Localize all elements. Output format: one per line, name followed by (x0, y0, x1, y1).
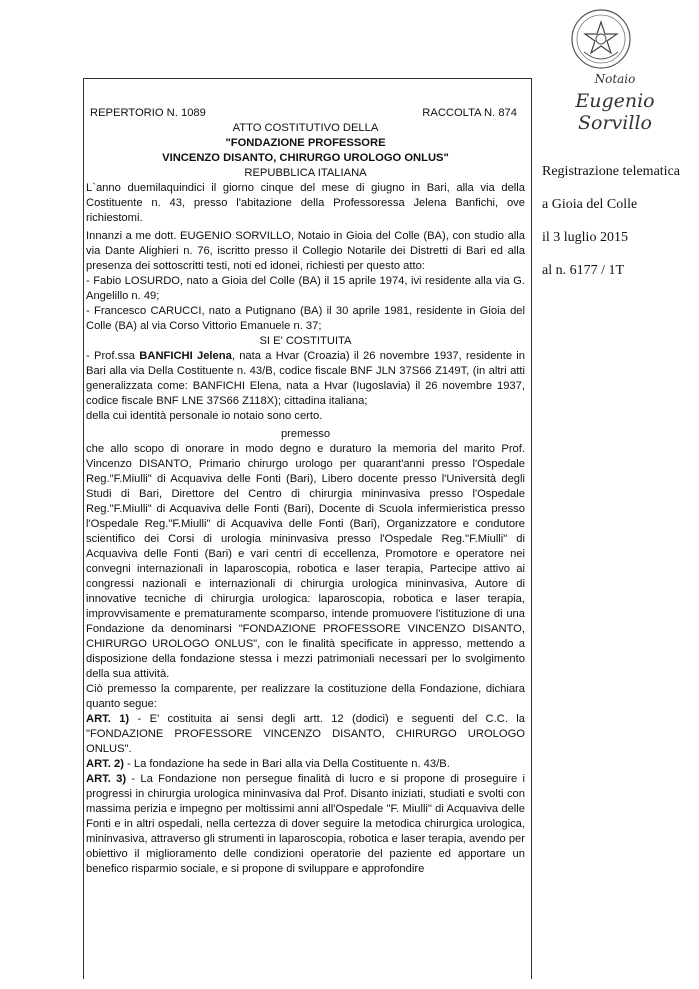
notary-signature (540, 72, 690, 134)
foundation-name-line2: VINCENZO DISANTO, CHIRURGO UROLOGO ONLUS" (162, 152, 449, 164)
section-heading-costituita: SI E' COSTITUITA (259, 335, 352, 347)
article-1-text: - E' costituita ai sensi degli artt. 12 (dodici) e seguenti del C.C. la "FONDAZIONE PROFESSORE VINCENZO DISANTO, CHIRURGO UROLOGO ONLUS". (86, 713, 525, 755)
paragraph-notary: Innanzi a me dott. EUGENIO SORVILLO, Notaio in Gioia del Colle (BA), con studio alla via Dante Alighieri n. 76, iscritto presso il Collegio Notarile dei Distretti di Bari ed alla presenza dei sottoscritti testi, noti ed idonei, richiesti per questo atto: (86, 230, 525, 272)
deed-title: ATTO COSTITUTIVO DELLA (232, 122, 379, 134)
article-1-label: ART. 1) (86, 713, 130, 725)
article-3-text: - La Fondazione non persegue finalità di lucro e si propone di proseguire i progressi in chirurgia urologica mininvasiva dal Prof. Disanto iniziati, studiati e svolti con massima perizia e impegno per moltissimi anni all'Ospedale "F. Miulli" di Acquaviva delle Fonti e in altri ospedali, nella certezza di dover seguire la metodica chirurgica urologica, mininvasiva, attraverso gli strumenti in laparoscopia, robotica e laser terapia, avendo per obiettivo il miglioramento delle condizioni operatorie del paziente ed apportare un benefico risparmio sociale, e si propone di sviluppare e approfondire (86, 773, 525, 875)
republic-heading: REPUBBLICA ITALIANA (244, 167, 367, 179)
paragraph-identity: della cui identità personale io notaio sono certo. (86, 410, 323, 422)
registration-line: Registrazione telematica (542, 164, 680, 179)
signature-title: Notaio (594, 72, 636, 86)
registration-note (542, 164, 680, 296)
party-details: , nata a Hvar (Croazia) il 26 novembre 1937, residente in Bari alla via Della Costituente n. 43/B, codice fiscale BNF JLN 37S66 Z149T, (in altri atti generalizzata come: BANFICHI Elena, nata a Hvar (Iugoslavia) il 26 novembre 1937, codice fiscale BNF LNE 37S66 Z118X); cittadina italiana; (86, 350, 526, 407)
paragraph-witness-2: - Francesco CARUCCI, nato a Putignano (BA) il 30 aprile 1981, residente in Gioia del Colle (BA) al via Corso Vittorio Emanuele n. 37; (86, 305, 525, 332)
paragraph-appearing-party (86, 349, 525, 409)
paragraph-premise: che allo scopo di onorare in modo degno e duraturo la memoria del marito Prof. Vincenzo DISANTO, Primario chirurgo urologo per quarant'anni presso l'Ospedale Reg."F.Miulli" di Acquaviva delle Fonti (Bari), Libero docente presso l'Università degli Studi di Bari, Direttore del Centro di chirurgia mininvasiva presso l'Ospedale Reg."F.Miulli" di Acquaviva delle Fonti (Bari), Docente di Scuola infermieristica presso l'Ospedale Reg."F.Miulli" di Acquaviva delle Fonti (Bari), Organizzatore e condutore scientifico dei Corsi di urologia mininvasiva presso l'Ospedale Reg."F.Miulli" di Acquaviva delle Fonti (Bari) e vari centri di eccellenza, Promotore e operatore nei convegni internazionali in laparoscopia, robotica e laser terapia, Partecipe attivo ai congressi nazionali e internazionali di chirurgia urologica mininvasiva, Autore di innovative tecniche di chirurgia urologica: laparoscopia, robotica e laser terapia, improvvisamente e prematuramente scomparso, intende promuovere l'istituzione di una Fondazione da denominarsi "FONDAZIONE PROFESSORE VINCENZO DISANTO, CHIRURGO UROLOGO ONLUS", con le finalità specificate in appresso, mettendo a disposizione della fondazione stessa i mezzi patrimoniali necessari per lo svolgimento della sua attività. (86, 443, 525, 680)
deed-header (86, 106, 525, 121)
party-name: BANFICHI Jelena (139, 350, 232, 362)
article-1 (86, 712, 525, 757)
raccolta-number: RACCOLTA N. 874 (422, 107, 517, 119)
registration-line: al n. 6177 / 1T (542, 263, 625, 278)
deed-body (86, 106, 525, 877)
page-frame-left (83, 78, 84, 979)
italian-republic-emblem-icon (570, 8, 632, 70)
registration-line: a Gioia del Colle (542, 197, 638, 212)
foundation-name-line1: "FONDAZIONE PROFESSORE (225, 137, 386, 149)
article-3 (86, 772, 525, 877)
paragraph-witness-1: - Fabio LOSURDO, nato a Gioia del Colle (BA) il 15 aprile 1974, ivi residente alla via G. Angelillo n. 49; (86, 275, 525, 302)
repertorio-number: REPERTORIO N. 1089 (90, 107, 206, 119)
paragraph-date-place: L`anno duemilaquindici il giorno cinque del mese di giugno in Bari, alla via della Costituente n. 43, presso l'abitazione della Professoressa Jelena Banfichi, ove richiestomi. (86, 182, 525, 224)
signature-name: Eugenio Sorvillo (575, 90, 655, 134)
article-3-label: ART. 3) (86, 773, 127, 785)
party-prefix: - Prof.ssa (86, 350, 140, 362)
article-2-text: - La fondazione ha sede in Bari alla via Della Costituente n. 43/B. (123, 758, 450, 770)
page-frame-top (83, 78, 532, 87)
article-2-label: ART. 2) (86, 758, 124, 770)
article-2 (86, 757, 525, 772)
page-frame-right (531, 78, 532, 979)
registration-line: il 3 luglio 2015 (542, 230, 628, 245)
paragraph-declaration: Ciò premesso la comparente, per realizzare la costituzione della Fondazione, dichiara quanto segue: (86, 683, 525, 710)
section-heading-premesso: premesso (280, 428, 331, 440)
